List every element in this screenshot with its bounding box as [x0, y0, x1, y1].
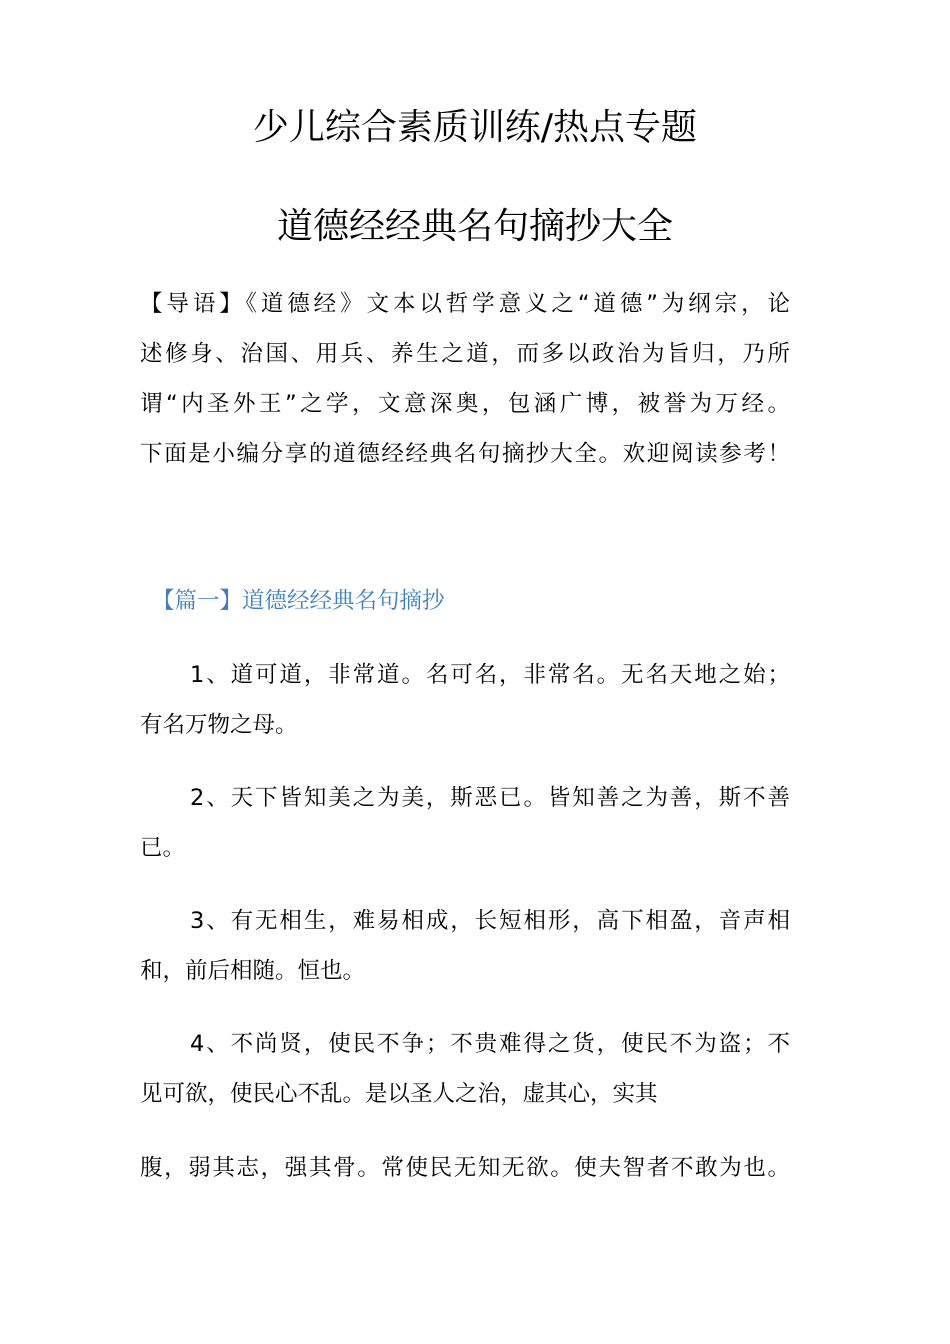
quote-line: 腹，弱其志，强其骨。常使民无知无欲。使夫智者不敢为也。: [140, 1155, 790, 1181]
section-heading: 【篇一】道德经经典名句摘抄: [152, 588, 445, 614]
quote-line: 有名万物之母。: [140, 712, 298, 738]
intro-line: 谓“内圣外王”之学，文意深奥，包涵广博，被誉为万经。: [140, 391, 790, 417]
quote-line: 已。: [140, 835, 186, 861]
quote-line: 4、不尚贤，使民不争；不贵难得之货，使民不为盗；不: [190, 1031, 790, 1057]
intro-line: 【导语】《道德经》文本以哲学意义之“道德”为纲宗，论: [140, 291, 790, 317]
quote-line: 2、天下皆知美之为美，斯恶已。皆知善之为善，斯不善: [190, 785, 790, 811]
intro-line: 述修身、治国、用兵、养生之道，而多以政治为旨归，乃所: [140, 341, 790, 367]
quote-line: 见可欲，使民心不乱。是以圣人之治，虚其心，实其: [140, 1081, 658, 1107]
quote-line: 1、道可道，非常道。名可名，非常名。无名天地之始；: [190, 662, 790, 688]
quote-line: 3、有无相生，难易相成，长短相形，高下相盈，音声相: [190, 908, 790, 934]
document-subtitle: 道德经经典名句摘抄大全: [276, 206, 673, 247]
page-title: 少儿综合素质训练/热点专题: [252, 107, 698, 148]
quote-line: 和，前后相随。恒也。: [140, 958, 366, 984]
intro-line: 下面是小编分享的道德经经典名句摘抄大全。欢迎阅读参考！: [140, 441, 790, 467]
